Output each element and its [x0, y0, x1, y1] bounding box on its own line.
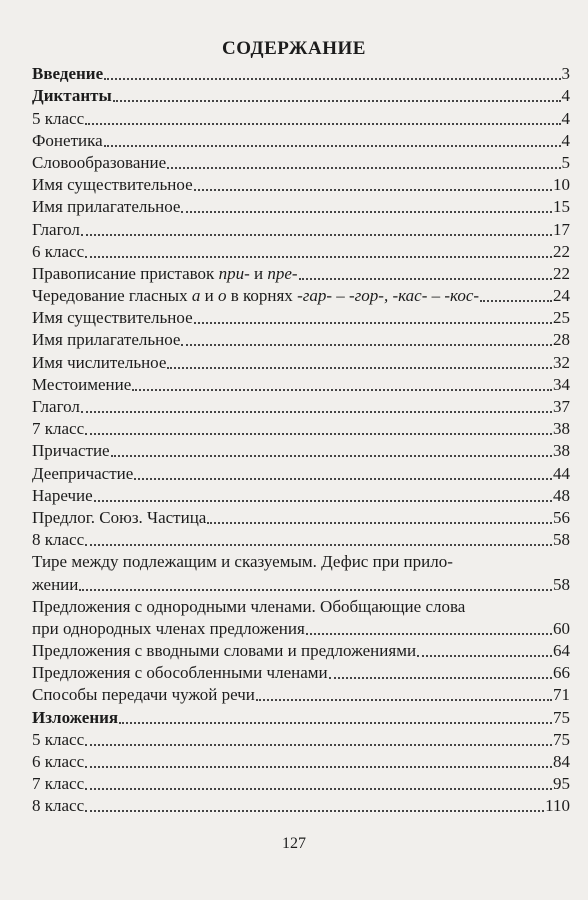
toc-entry-label: Предложения с однородными членами. Обобщающие слова [32, 596, 466, 616]
dot-leader [329, 677, 552, 679]
dot-leader [113, 100, 561, 102]
toc-entry-page: 4 [561, 86, 570, 106]
toc-entry-page: 4 [561, 108, 570, 128]
toc-entry-label: Способы передачи чужой речи [32, 685, 255, 705]
toc-entry [32, 461, 570, 483]
toc-entry-page: 24 [553, 286, 570, 306]
toc-entry-label: Предложения с обособленными членами [32, 663, 328, 683]
dot-leader [85, 766, 552, 768]
toc-entry-label: 6 класс [32, 241, 85, 261]
toc-entry [32, 395, 570, 417]
toc-entry-page: 38 [553, 419, 570, 439]
toc-entry [32, 129, 570, 151]
toc-entry [32, 217, 570, 239]
dot-leader [194, 189, 552, 191]
toc-entry-page: 56 [553, 507, 570, 527]
toc-entry-page: 3 [561, 64, 570, 84]
dot-leader [167, 167, 560, 169]
dot-leader [104, 78, 560, 80]
toc-entry-page: 95 [553, 774, 570, 794]
toc-entry-page: 75 [553, 729, 570, 749]
dot-leader [85, 544, 552, 546]
toc-entry-page: 10 [553, 175, 570, 195]
toc-entry-page: 110 [545, 796, 570, 816]
toc-entry [32, 262, 570, 284]
toc-entry [32, 595, 570, 639]
dot-leader [306, 633, 552, 635]
page-title: СОДЕРЖАНИЕ [222, 38, 366, 59]
toc-entry [32, 173, 570, 195]
dot-leader [119, 722, 552, 724]
dot-leader [85, 744, 552, 746]
dot-leader [85, 788, 552, 790]
dot-leader [94, 500, 552, 502]
toc-entry [32, 417, 570, 439]
toc-entry [32, 683, 570, 705]
dot-leader [181, 344, 552, 346]
toc-entry [32, 151, 570, 173]
toc-entry-page: 48 [553, 485, 570, 505]
dot-leader [256, 699, 552, 701]
toc-entry-label-continued: жении [32, 574, 79, 594]
toc-entry [32, 661, 570, 683]
toc-entry [32, 350, 570, 372]
toc-entry-page: 71 [553, 685, 570, 705]
toc-entry-label: Словообразование [32, 152, 167, 172]
toc-entry-page: 37 [553, 397, 570, 416]
toc-entry-label: Тире между подлежащим и сказуемым. Дефис при прило- [32, 552, 453, 572]
toc-entry-label: Фонетика [32, 130, 103, 150]
toc-entry-label: Правописание приставок при- и пре- [32, 263, 298, 283]
toc-entry [32, 550, 570, 594]
toc-entry-label: Имя прилагательное [32, 197, 181, 217]
dot-leader [85, 433, 552, 435]
toc-entry-page: 60 [553, 618, 570, 638]
toc-entry [32, 750, 570, 772]
toc-entry-label: 8 класс [32, 796, 85, 816]
toc-entry-page: 25 [553, 308, 570, 328]
toc-entry-page: 17 [553, 219, 570, 239]
dot-leader [85, 123, 560, 125]
dot-leader [134, 478, 552, 480]
toc-entry-label: Имя существительное [32, 308, 193, 328]
toc-entry-label: Чередование гласных а и о в корнях -гар- – -гор-, -кас- – -кос- [32, 286, 480, 306]
toc-entry [32, 106, 570, 128]
dot-leader [111, 455, 552, 457]
table-of-contents [32, 62, 570, 816]
toc-entry-label: 7 класс [32, 774, 85, 794]
dot-leader [132, 389, 552, 391]
toc-entry [32, 439, 570, 461]
dot-leader [181, 211, 552, 213]
toc-entry [32, 528, 570, 550]
toc-entry-page: 15 [553, 197, 570, 217]
toc-entry [32, 328, 570, 350]
toc-entry-label: Деепричастие [32, 463, 134, 483]
toc-entry-label: Имя числительное [32, 352, 167, 372]
toc-entry-label: Имя существительное [32, 175, 193, 195]
toc-entry-label: Глагол [32, 219, 80, 239]
toc-entry-label: Диктанты [32, 86, 112, 106]
dot-leader [194, 322, 552, 324]
toc-entry [32, 506, 570, 528]
toc-entry-page: 84 [553, 752, 570, 771]
toc-entry-page: 5 [561, 152, 570, 172]
toc-entry-page: 44 [553, 463, 570, 483]
toc-entry [32, 195, 570, 217]
toc-entry [32, 240, 570, 262]
toc-entry-page: 22 [553, 241, 570, 261]
toc-entry-label: 7 класс [32, 419, 85, 439]
toc-entry [32, 484, 570, 506]
toc-entry-label: Глагол [32, 397, 80, 416]
toc-entry-page: 58 [553, 530, 570, 550]
toc-entry-page: 64 [553, 641, 570, 661]
toc-entry-label: 6 класс [32, 752, 85, 771]
toc-entry-page: 66 [553, 663, 570, 683]
toc-entry [32, 84, 570, 106]
toc-entry-label: Местоимение [32, 374, 132, 394]
toc-entry [32, 373, 570, 395]
dot-leader [299, 278, 552, 280]
dot-leader [85, 256, 552, 258]
toc-entry-label: Предлог. Союз. Частица [32, 507, 207, 527]
dot-leader [81, 411, 552, 413]
toc-entry-label: Причастие [32, 441, 110, 461]
toc-entry-label-continued: при однородных членах предложения [32, 618, 305, 638]
toc-entry-label: Предложения с вводными словами и предложениями [32, 641, 417, 661]
toc-entry [32, 306, 570, 328]
toc-entry-page: 32 [553, 352, 570, 372]
toc-entry-page: 58 [553, 574, 570, 594]
toc-entry [32, 62, 570, 84]
toc-entry [32, 794, 570, 816]
toc-entry [32, 705, 570, 727]
toc-entry-page: 22 [553, 263, 570, 283]
toc-entry-label: 8 класс [32, 530, 85, 550]
dot-leader [480, 300, 552, 302]
toc-entry-label: Введение [32, 64, 104, 84]
toc-entry [32, 728, 570, 750]
dot-leader [167, 367, 552, 369]
dot-leader [85, 810, 544, 812]
toc-entry [32, 639, 570, 661]
dot-leader [81, 234, 552, 236]
toc-entry-page: 75 [553, 707, 570, 727]
toc-entry-label: Имя прилагательное [32, 330, 181, 350]
toc-entry-label: Изложения [32, 707, 119, 727]
toc-entry-label: 5 класс [32, 108, 85, 128]
dot-leader [79, 589, 552, 591]
toc-entry [32, 772, 570, 794]
toc-entry [32, 284, 570, 306]
page-number: 127 [282, 835, 306, 852]
toc-entry-label: 5 класс [32, 729, 85, 749]
dot-leader [104, 145, 561, 147]
toc-entry-label: Наречие [32, 485, 93, 505]
toc-entry-page: 28 [553, 330, 570, 350]
dot-leader [207, 522, 552, 524]
toc-entry-page: 38 [553, 441, 570, 461]
toc-entry-page: 34 [553, 374, 570, 394]
toc-entry-page: 4 [561, 130, 570, 150]
dot-leader [417, 655, 552, 657]
